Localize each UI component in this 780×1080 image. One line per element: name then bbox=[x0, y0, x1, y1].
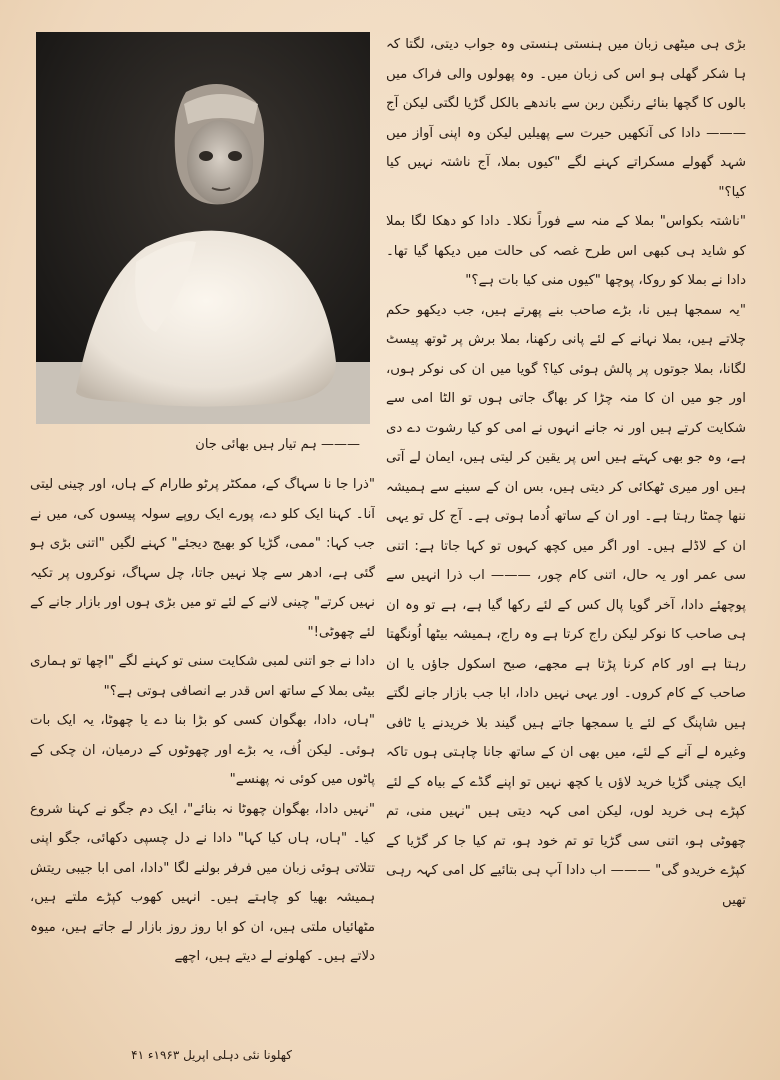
paragraph: "ہاں، دادا، بھگوان کسی کو بڑا بنا دے یا چھوٹا، یہ ایک بات ہوئی۔ لیکن اُف، یہ بڑے اور چھوٹوں کے درمیان، ان چکی کے پاٹوں میں کوئی نہ پھنسے" bbox=[30, 713, 375, 787]
paragraph: "یہ سمجھا ہیں نا، بڑے صاحب بنے پھرتے ہیں، جب دیکھو حکم چلاتے ہیں، بملا نہانے کے لئے پانی رکھنا، بملا برش پر ٹوتھ پیسٹ لگانا، بملا جوتوں پر پالش ہوئی کیا؟ گویا میں ان کی نوکر ہوں، اور جو میں ان کا منہ چڑا کر بھاگ جاتی ہوں تو الٹا امی سے شکایت کرتے ہیں اور نہ جانے انہوں نے امی کو کیا رشوت دے دی ہے، وہ جو بھی کہتے ہیں اس پر یقین کر لیتی ہیں، ایمان لے آتی ہیں اور میری ٹھکائی کر دیتی ہیں، بس ان کے سینے سے ہمیشہ ننھا چمٹا رہتا ہے۔ اور ان کے ساتھ اُدما ہوتی ہے۔ آج کل تو یہی ان کے لاڈلے ہیں۔ اور اگر میں کچھ کہوں تو کہا جاتا ہے: اتنی سی عمر اور یہ حال، اتنی کام چور، ——— اب ذرا انہیں سے پوچھئے دادا، آخر گویا پال کس کے لئے رکھا گیا ہے، ہے تو وہ ان ہی صاحب کا نوکر لیکن راج کرتا ہے وہ راج، ہمیشہ بیٹھا اُونگھتا رہتا ہے اور کام کرنا پڑتا ہے مجھے، صبح اسکول جاؤں یا ان صاحب کے کام کروں۔ اور یہی نہیں دادا، ابا جب بازار جانے لگتے ہیں شاپنگ کے لئے یا سمجھا جاتے ہیں گیند بلا خریدنے یا ٹافی وغیرہ لے آنے کے لئے، میں بھی ان کے ساتھ جانا چاہتی ہوں تاکہ ایک چینی گڑیا خرید لاؤں یا کچھ نہیں تو اپنے گڈے کے بیاہ کے لئے کپڑے ہی خرید لوں، لیکن امی کہہ دیتی ہیں "نہیں منی، تم چھوٹی ہو، اتنی سی گڑیا تو تم خود ہو، تم کیا جا کر گڑیا کے کپڑے خریدو گی" ——— اب دادا آپ ہی بتائیے کل امی کہہ رہی تھیں bbox=[386, 302, 746, 908]
photo-caption: ——— ہم تیار ہیں بھائی جان bbox=[195, 437, 360, 452]
article-photo bbox=[36, 32, 370, 424]
right-column bbox=[386, 30, 746, 1020]
paragraph: دادا نے جو اتنی لمبی شکایت سنی تو کہنے لگے "اچھا تو ہماری بیٹی بملا کے ساتھ اس قدر بے انصافی ہوتی ہے؟" bbox=[30, 654, 375, 699]
paragraph: بڑی ہی میٹھی زبان میں ہنستی ہنستی وہ جواب دیتی، لگتا کہ ہا شکر گھلی ہو اس کی زبان میں۔ وہ پھولوں والی فراک میں بالوں کا گچھا بنائے رنگین ربن سے باندھے بالکل گڑیا لگتی لیکن آج ——— دادا کی آنکھیں حیرت سے پھیلیں لیکن وہ اپنی آواز میں شہد گھولے مسکراتے کہنے لگے "کیوں بملا، آج ناشتہ نہیں کیا کیا؟" bbox=[386, 37, 746, 200]
paragraph: "ذرا جا نا سہاگ کے، ممکٹر پرٹو طارام کے ہاں، اور چینی لیتی آنا۔ کہنا ایک کلو دے، پورے ایک روپے سولہ پیسوں کی، میں نے جب کہا: "ممی، گڑیا کو بھیج دیجئے" کہنے لگیں "اتنی بڑی ہو گئی ہے، ادھر سے چلا نہیں جاتا، چل سہاگ، نوکروں پر تکیہ نہیں کرتے" چینی لانے کے لئے تو میں بڑی ہوں اور بازار جانے کے لئے چھوٹی!" bbox=[30, 477, 375, 640]
left-column bbox=[30, 470, 375, 1025]
paragraph: "نہیں دادا، بھگوان چھوٹا نہ بنائے"، ایک دم جگو نے کہنا شروع کیا۔ "ہاں، ہاں کیا کہا" دادا نے دل چسپی دکھائی، جگو اپنی تتلاتی ہوئی زبان میں فرفر بولنے لگا "دادا، امی ابا جیبی ریتش ہمیشہ بھیا کو چاہتے ہیں۔ انہیں کھوب کپڑے ملتے ہیں، مٹھائیاں ملتی ہیں، ان کو ابا روز روز بازار لے جاتے ہیں، میوہ دلاتے ہیں۔ کھلونے لے دیتے ہیں، اچھے bbox=[30, 801, 375, 964]
child-photo-illustration bbox=[36, 32, 370, 424]
page-footer: کھلونا نئی دہلی اپریل ۱۹۶۳ء ۴۱ bbox=[131, 1048, 292, 1062]
paragraph: "ناشتہ بکواس" بملا کے منہ سے فوراً نکلا۔ دادا کو دھکا لگا بملا کو شاید ہی کبھی اس طرح غصہ کی حالت میں دیکھا گیا تھا۔ دادا نے بملا کو روکا، پوچھا "کیوں منی کیا بات ہے؟" bbox=[386, 214, 746, 288]
